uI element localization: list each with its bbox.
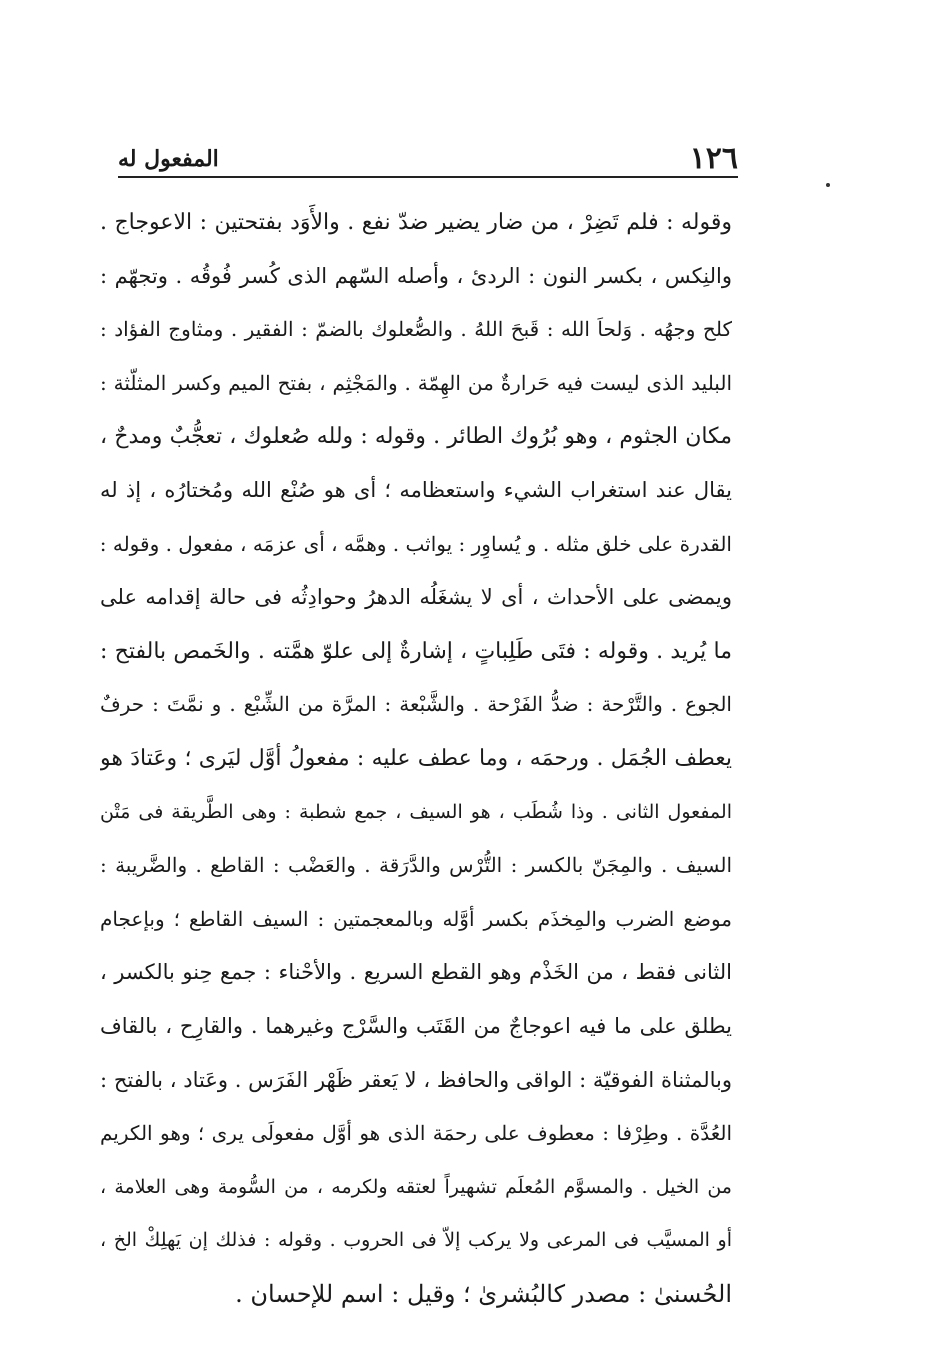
running-title: المفعول له <box>118 146 219 172</box>
page-header <box>118 128 738 174</box>
text-line: العُدَّة . وطِرْفا : معطوف على رحمَة الذى هو أوَّل مفعولَى يرى ؛ وهو الكريم <box>100 1121 732 1146</box>
text-line: القدرة على خلق مثله . و يُساوِر : يواثب . وهمَّه ، أى عزمَه ، مفعول . وقوله : <box>100 531 732 556</box>
text-line: وبالمثناة الفوقيّة : الواقى والحافظ ، لا يَعقر ظَهْر الفَرَس . وعَتاد ، بالفتح : <box>100 1067 732 1092</box>
text-line: وقوله : فلم تَضِرْ ، من ضار يضير ضدّ نفع . والأَوَد بفتحتين : الاعوجاج . <box>100 210 732 235</box>
margin-dot <box>826 183 830 187</box>
text-line: الثانى فقط ، من الخَذْم وهو القطع السريع . والأحْناء : جمع حِنو بالكسر ، <box>100 960 732 985</box>
text-line: ويمضى على الأحداث ، أى لا يشغَلُه الدهرُ وحوادِثُه فى حالة إقدامه على <box>100 585 732 610</box>
text-line: السيف . والمِجَنّ بالكسر : التُّرْس والدَّرَقة . والعَضْب : القاطع . والضَّريبة : <box>100 853 732 878</box>
text-line: الجوع . والتَّرْحة : ضدُّ الفَرْحة . والشَّبْعة : المرَّة من الشِّبْع . و نمَّتَ : حرفٌ <box>100 692 732 717</box>
body-text <box>100 196 732 1321</box>
text-line: يطلق على ما فيه اعوجاجٌ من القَتَب والسَّرْج وغيرهما . والقارِح ، بالقاف <box>100 1013 732 1038</box>
text-line-last: الحُسنىٰ : مصدر كالبُشرىٰ ؛ وقيل : اسم للإحسان . <box>235 1279 732 1308</box>
text-line: البليد الذى ليست فيه حَرارةٌ من الهِمّة . والمَجْثِم ، بفتح الميم وكسر المثلّثة : <box>100 370 732 395</box>
page-number: ١٢٦ <box>689 141 738 176</box>
text-line: المفعول الثانى . وذا شُطَب ، هو السيف ، جمع شطبة : وهى الطَّريقة فى مَتْن <box>100 800 732 823</box>
text-line: يقال عند استغراب الشيء واستعظامه ؛ أى هو صُنْع الله ومُختارُه ، إذ له <box>100 477 732 502</box>
text-line: ما يُريد . وقوله : فتَى طَلِباتٍ ، إشارةٌ إلى علوّ همَّته . والخَمص بالفتح : <box>100 638 732 664</box>
text-line: والنِكس ، بكسر النون : الردئ ، وأصله السّهم الذى كُسر فُوقُه . وتجهّم : <box>100 263 732 288</box>
text-line: يعطف الجُمَل . ورحمَه ، وما عطف عليه : مفعولُ أوَّل ليَرى ؛ وعَتادَ هو <box>100 745 732 771</box>
text-line: مكان الجثوم ، وهو بُرُوك الطائر . وقوله : ولله صُعلوك ، تعجُّبٌ ومدحٌ ، <box>100 424 732 450</box>
text-line: من الخيل . والمسوَّم المُعلَم تشهيراً لعتقه ولكرمه ، من السُّومة وهى العلامة ، <box>100 1175 732 1198</box>
text-line: كلح وجهُه . وَلحاَ الله : قَبحَ اللهُ . والصُّعلوك بالضمّ : الفقير . ومثاوج الفؤاد : <box>100 317 732 342</box>
text-line: أو المسيَّب فى المرعى ولا يركب إلاّ فى الحروب . وقوله : فذلك إن يَهلِكْ الخ ، <box>100 1229 732 1252</box>
text-line: موضع الضرب والمِخذَم بكسر أوَّله وبالمعجمتين : السيف القاطع ؛ وبإعجام <box>100 906 732 931</box>
header-rule <box>118 176 738 178</box>
